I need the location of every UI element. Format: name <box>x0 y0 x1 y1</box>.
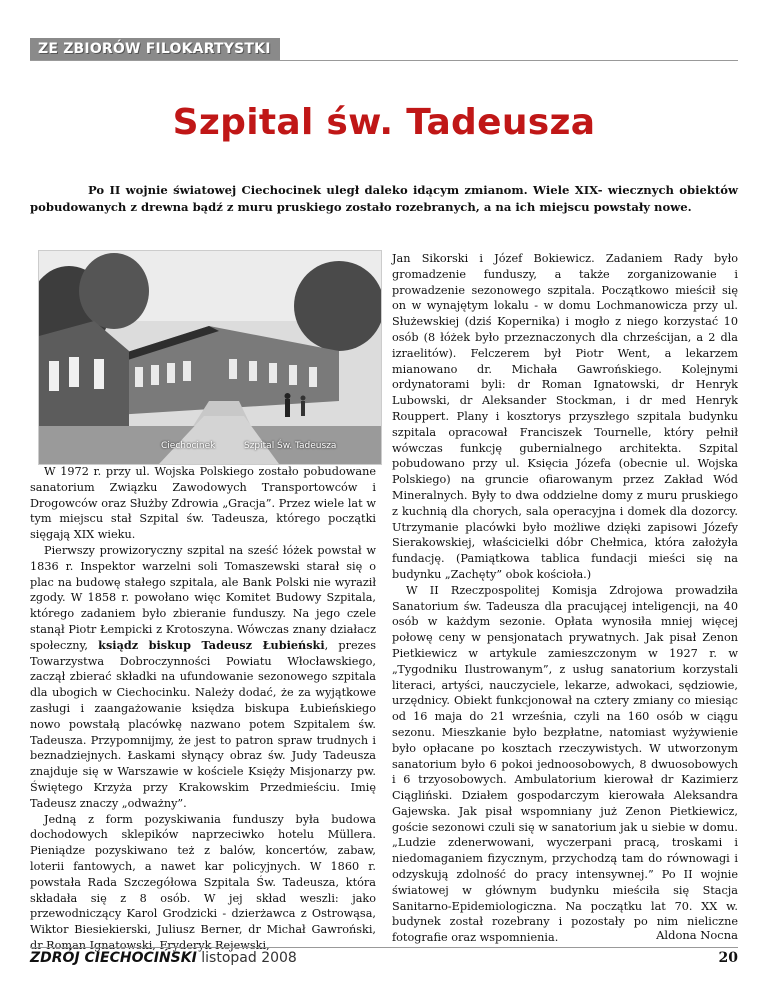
footer-publication <box>30 950 297 966</box>
paragraph: Jedną z form pozyskiwania funduszy była budowa dochodowych sklepików naprzeciwko hotelu Müllera. Pieniądze pozyskiwano też z balów, koncertów, zabaw, loterii fantowych, a nawet kar policyjnych. W 1860 r. powstała Rada Szczegółowa Szpitala Św. Tadeusza, która składała się z 8 osób. W jej skład weszli: jako przewodniczący Karol Grodzicki - dzierżawca z Ostrowąsa, Wiktor Biesiekierski, Juliusz Berner, dr Michał Gawroński, dr Roman Ignatowski, Fryderyk Rejewski, <box>30 812 376 952</box>
page-number: 20 <box>718 950 738 966</box>
article-title: Szpital św. Tadeusza <box>172 102 596 143</box>
bold-name: ksiądz biskup Tadeusz Łubieński <box>98 637 325 652</box>
paragraph: W II Rzeczpospolitej Komisja Zdrojowa prowadziła Sanatorium św. Tadeusza dla pracującej inteligencji, na 40 osób w każdym sezonie. Opłata wynosiła mniej więcej połowę ceny w pensjonatach prywatnych. Jak pisał Zenon Pietkiewicz w artykule zamieszczonym w 1927 r. w „Tygodniku Ilustrowanym”, z usług sanatorium korzystali literaci, artyści, nauczyciele, lekarze, adwokaci, sędziowie, urzędnicy. Obiekt funkcjonował na cztery zmiany co miesiąc od 16 maja do 21 września, czyli na 160 osób w ciągu sezonu. Mieszkanie było bezpłatne, natomiast wyżywienie było opłacane po kosztach rzeczywistych. W utworzonym sanatorium było 6 pokoi jednoosobowych, 8 dwuosobowych i 6 trzyosobowych. Ambulatorium kierował dr Kazimierz Ciągliński. Działem gospodarczym kierowała Aleksandra Gajewska. Jak pisał wspomniany już Zenon Pietkiewicz, goście sezonowi czuli się w sanatorium jak u siebie w domu. „Ludzie zdenerwowani, wyczerpani pracą, troskami i niedomaganiem fizycznym, przychodzą tam do równowagi i odzyskują zdolność do pracy intensywnej.” Po II wojnie światowej w głównym budynku mieściła się Stacja Sanitarno-Epidemiologiczna. Na początku lat 70. XX w. budynek został rozebrany i pozostały po nim nieliczne fotografie oraz wspomnienia. <box>392 583 738 945</box>
section-label: ZE ZBIORÓW FILOKARTYSTKI <box>30 38 280 60</box>
paragraph: Jan Sikorski i Józef Bokiewicz. Zadaniem Rady było gromadzenie funduszy, a także zorganizowanie i prowadzenie sezonowego szpitala. Początkowo mieścił się on w wynajętym lokalu - w domu Lochmanowicza przy ul. Służewskiej (dziś Kopernika) i mogło z niego korzystać 10 osób (8 łóżek było przeznaczonych dla chrześcijan, a 2 dla izraelitów). Felczerem był Piotr Went, a lekarzem mianowano dr. Michała Gawrońskiego. Kolejnymi ordynatorami byli: dr Roman Ignatowski, dr Henryk Lubowski, dr Aleksander Stockman, i dr med Henryk Rouppert. Plany i kosztorys przyszłego szpitala budynku szpitala opracował Franciszek Tournelle, który pełnił wówczas funkcję gubernialnego architekta. Szpital pobudowano przy ul. Księcia Józefa (obecnie ul. Wojska Polskiego) na gruncie ofiarowanym przez Zakład Wód Mineralnych. Były to dwa oddzielne domy z muru pruskiego z kuchnią dla chorych, sala operacyjna i domek dla dozorcy. Utrzymanie placówki było możliwe dzięki zapisowi Józefy Sierakowskiej, właścicielki dóbr Chełmica, która założyła fundację. (Pamiątkowa tablica fundacji mieści się na budynku „Zachęty” obok kościoła.) <box>392 252 738 581</box>
photo-caption-right: Szpital Św. Tadeusza <box>244 441 337 451</box>
paragraph: Pierwszy prowizoryczny szpital na sześć łóżek powstał w 1836 r. Inspektor warzelni soli Tomaszewski starał się o plac na budowę stałego szpitala, ale Bank Polski nie wyraził zgody. W 1858 r. powołano więc Komitet Budowy Szpitala, którego zadaniem było zbieranie funduszy. Na jego czele stanął Piotr Łempicki z Krotoszyna. Wówczas znany działacz społeczny, ksiądz biskup Tadeusz Łubieński, prezes Towarzystwa Dobroczynności Powiatu Włocławskiego, zaczął zbierać składki na ufundowanie sezonowego szpitala dla ubogich w Ciechocinku. Należy dodać, że za wyjątkowe zasługi i zaangażowanie księdza biskupa Łubieńskiego nowo powstałą placówkę nazwano potem Szpitalem św. Tadeusza. Przypomnijmy, że jest to patron spraw trudnych i beznadziejnych. Łaskami słynący obraz św. Judy Tadeusza znajduje się w Warszawie w kościele Księży Misjonarzy pw. Świętego Krzyża przy Krakowskim Przedmieściu. Imię Tadeusz znaczy „odważny”. <box>30 543 376 810</box>
article-lead: Po II wojnie światowej Ciechocinek uległ daleko idącym zmianom. Wiele XIX- wiecznych obiektów pobudowanych z drewna bądź z muru pruskiego zostało rozebranych, a na ich miejscu powstały nowe. <box>30 183 738 214</box>
paragraph: W 1972 r. przy ul. Wojska Polskiego zostało pobudowane sanatorium Związku Zawodowych Transportowców i Drogowców oraz Służby Zdrowia „Gracja”. Przez wiele lat w tym miejscu stał Szpital św. Tadeusza, którego początki sięgają XIX wieku. <box>30 465 376 542</box>
issue-date: listopad 2008 <box>201 950 297 966</box>
top-divider <box>30 60 738 61</box>
author-name: Aldona Nocna <box>656 928 738 942</box>
photo-caption-left: Ciechocinek <box>161 441 216 451</box>
right-column <box>392 251 738 946</box>
bottom-divider <box>30 947 738 948</box>
publication-name: ZDRÓJ CIECHOCIŃSKI <box>30 950 197 966</box>
hospital-photo <box>38 250 382 465</box>
left-column <box>30 464 376 954</box>
hospital-illustration <box>39 251 381 464</box>
